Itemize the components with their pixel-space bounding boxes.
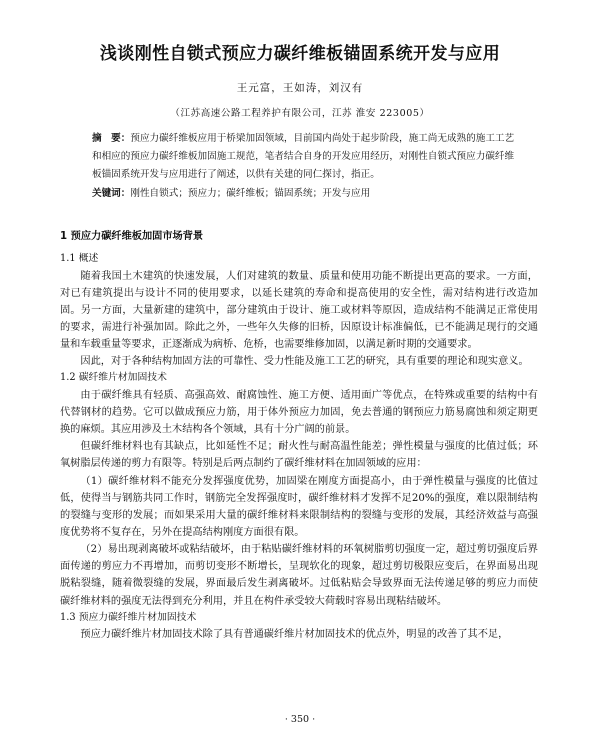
abstract-block — [92, 130, 522, 203]
paragraph: （2）易出现剥离破坏或粘结破坏，由于粘贴碳纤维材料的环氧树脂剪切强度一定，超过剪切强度后界面传递的剪应力不再增加，而剪切变形不断增长，呈现软化的现象，超过剪切极限应变后，在界面易出现脱粘裂缝，随着微裂缝的发展，界面最后发生剥离破坏。过低粘贴会导致界面无法传递足够的剪应力而使碳纤维材料的强度无法得到充分利用，并且在构件承受较大荷载时容易出现粘结破坏。 — [60, 544, 538, 607]
paragraph: 随着我国土木建筑的快速发展，人们对建筑的数量、质量和使用功能不断提出更高的要求。一方面，对已有建筑提出与设计不同的使用要求，以延长建筑的寿命和提高使用的安全性，需对结构进行改造加固。另一方面，大量新建的建筑中，部分建筑由于设计、施工或材料等原因，造成结构不能满足正常使用的要求，需进行补强加固。除此之外，一些年久失修的旧桥，因原设计标准偏低，已不能满足现行的交通量和车载重量等要求，正逐渐成为病桥、危桥，也需要维修加固，以满足新时期的交通要求。 — [60, 270, 538, 351]
section-1-2-heading: 1.2 碳纤维片材加固技术 — [60, 372, 167, 384]
abstract — [92, 130, 522, 185]
keywords-label: 关键词： — [92, 187, 131, 199]
paragraph: 由于碳纤维具有轻质、高强高效、耐腐蚀性、施工方便、适用面广等优点，在特殊或重要的结构中有代替钢材的趋势。它可以做成预应力筋，用于体外预应力加固，免去普通的钢预应力筋易腐蚀和须定期更换的麻烦。其应用涉及土木结构各个领域，具有十分广阔的前景。 — [60, 389, 538, 436]
affiliation: （江苏高速公路工程养护有限公司，江苏 淮安 223005） — [170, 108, 430, 119]
paragraph: 预应力碳纤维片材加固技术除了具有普通碳纤维片材加固技术的优点外，明显的改善了其不足， — [80, 629, 509, 641]
paragraph: 因此，对于各种结构加固方法的可靠性、受力性能及施工工艺的研究，具有重要的理论和现实意义。 — [80, 356, 529, 368]
section-1-heading: 1 预应力碳纤维板加固市场背景 — [60, 231, 204, 242]
keywords-text: 刚性自锁式；预应力；碳纤维板；锚固系统；开发与应用 — [130, 187, 371, 199]
section-1-3-heading: 1.3 预应力碳纤维片材加固技术 — [60, 611, 197, 623]
paper-body — [60, 228, 538, 643]
paragraph: 但碳纤维材料也有其缺点，比如延性不足；耐火性与耐高温性能差；弹性模量与强度的比值过低；环氧树脂层传递的剪力有限等。特别是后两点制约了碳纤维材料在加固领域的应用： — [60, 441, 538, 470]
page-number: · 350 · — [284, 714, 316, 725]
keywords — [92, 185, 522, 203]
abstract-label: 摘 要： — [92, 133, 131, 144]
section-1-1-heading: 1.1 概述 — [60, 253, 99, 265]
paragraph: （1）碳纤维材料不能充分发挥强度优势，加固梁在刚度方面提高小，由于弹性模量与强度的比值过低，使得当与钢筋共同工作时，钢筋完全发挥强度时，碳纤维材料才发挥不足20%的强度，难以限制结构的裂缝与变形的发展；而如果采用大量的碳纤维材料来限制结构的裂缝与变形的发展，其经济效益与高强度优势将不复存在，另外在提高结构刚度方面很有限。 — [60, 475, 538, 539]
authors: 王元富，王如涛，刘汉有 — [236, 82, 364, 94]
paper-title: 浅谈刚性自锁式预应力碳纤维板锚固系统开发与应用 — [99, 44, 501, 64]
abstract-text: 预应力碳纤维板应用于桥梁加固领域，目前国内尚处于起步阶段，施工尚无成熟的施工工艺和相应的预应力碳纤维板加固施工规范，笔者结合自身的开发应用经历，对刚性自锁式预应力碳纤维板锚固系统开发与应用进行了阐述，以供有关建的同仁探讨，指正。 — [92, 133, 515, 181]
